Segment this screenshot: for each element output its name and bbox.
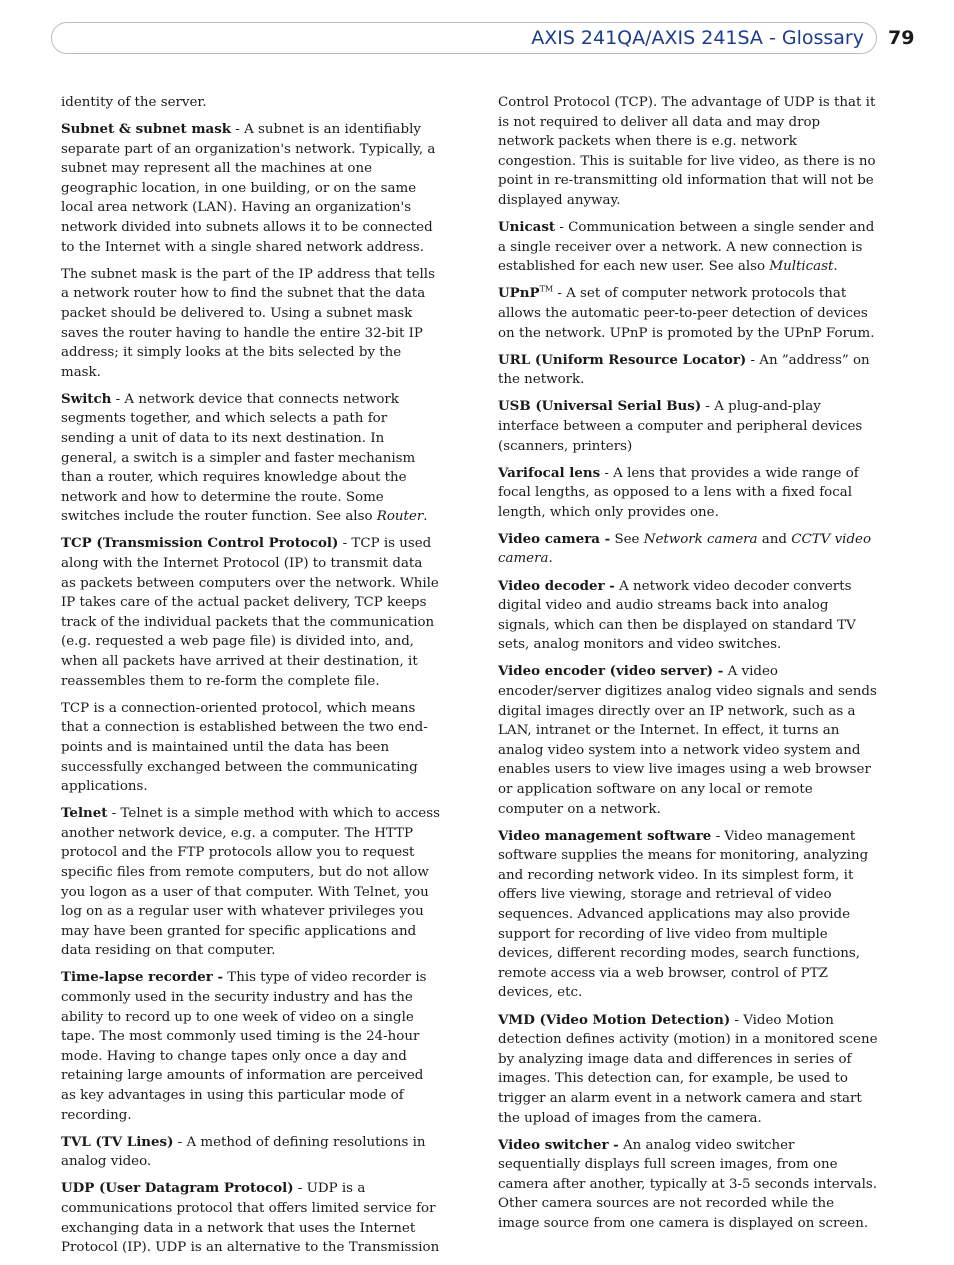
term: Video encoder (video server) - — [498, 663, 724, 680]
term: UPnP — [498, 285, 540, 302]
paragraph: TCP is a connection-oriented protocol, which means that a connection is established between the two end-points and is maintained until the data has been successfully exchanged between the communicating applications. — [61, 700, 428, 795]
glossary-entry-video-camera: Video camera - See Network camera and CCTV video camera. — [498, 530, 872, 567]
glossary-entry-video-encoder: Video encoder (video server) - A video encoder/server digitizes analog video signals and sends digital images directly over an IP network, such as a LAN, intranet or the Internet. In effect, it turns an analog video system into a network video system and enables users to view live images using a web browser or application software on any local or remote computer on a network. — [498, 663, 877, 817]
glossary-entry-tvl: TVL (TV Lines) - A method of defining resolutions in analog video. — [61, 1133, 426, 1170]
term: Unicast — [498, 219, 556, 236]
right-column — [498, 93, 878, 1241]
glossary-entry-unicast: Unicast - Communication between a single sender and a single receiver over a network. A new connection is established for each new user. See also Multicast. — [498, 219, 875, 275]
term: Telnet — [61, 805, 108, 822]
term: Video decoder - — [498, 577, 615, 594]
page-number: 79 — [888, 27, 915, 49]
term: VMD (Video Motion Detection) — [498, 1011, 731, 1028]
term: Subnet & subnet mask — [61, 121, 232, 138]
glossary-entry-udp: UDP (User Datagram Protocol) - UDP is a communications protocol that offers limited service for exchanging data in a network that uses the Internet Protocol (IP). UDP is an alternative to the Transmission — [61, 1180, 440, 1256]
left-column — [61, 93, 441, 1265]
glossary-entry-varifocal: Varifocal lens - A lens that provides a wide range of focal lengths, as opposed to a lens with a fixed focal length, which only provides one. — [498, 464, 859, 520]
cross-reference: Router — [376, 509, 424, 525]
glossary-entry-usb: USB (Universal Serial Bus) - A plug-and-play interface between a computer and peripheral devices (scanners, printers) — [498, 398, 863, 454]
term: URL (Uniform Resource Locator) — [498, 351, 747, 368]
trademark-mark: TM — [539, 284, 554, 294]
term: Video camera - — [498, 530, 611, 547]
paragraph: identity of the server. — [61, 95, 207, 110]
glossary-entry-upnp: UPnP™ - A set of computer network protocols that allows the automatic peer-to-peer detection of devices on the network. UPnP is promoted by the UPnP Forum. — [498, 284, 875, 341]
term: Time-lapse recorder - — [61, 969, 224, 986]
term: USB (Universal Serial Bus) — [498, 398, 702, 415]
term: TVL (TV Lines) — [61, 1133, 174, 1150]
page-title: AXIS 241QA/AXIS 241SA - Glossary — [531, 27, 864, 49]
glossary-entry-url: URL (Uniform Resource Locator) - An ”address” on the network. — [498, 351, 870, 388]
term: Switch — [61, 390, 112, 407]
term: Video management software — [498, 827, 712, 844]
glossary-entry-telnet: Telnet - Telnet is a simple method with which to access another network device, e.g. a computer. The HTTP protocol and the FTP protocols allow you to request specific files from remote computers, but do not allow you logon as a user of that computer. With Telnet, you log on as a regular user with whatever privileges you may have been granted for specific applications and data residing on that computer. — [61, 805, 440, 959]
term: Video switcher - — [498, 1136, 619, 1153]
cross-reference: CCTV video camera — [498, 531, 872, 567]
paragraph: Control Protocol (TCP). The advantage of UDP is that it is not required to deliver all data and may drop network packets when there is e.g. network congestion. This is suitable for live video, as there is no point in re-transmitting old information that will not be displayed anyway. — [498, 95, 876, 208]
glossary-entry-time-lapse: Time-lapse recorder - This type of video recorder is commonly used in the security industry and has the ability to record up to one week of video on a single tape. The most commonly used timing is the 24-hour mode. Having to change tapes only once a day and retaining large amounts of information are perceived as key advantages in using this particular mode of recording. — [61, 969, 427, 1123]
glossary-entry-vmd: VMD (Video Motion Detection) - Video Motion detection defines activity (motion) in a monitored scene by analyzing image data and differences in series of images. This detection can, for example, be used to trigger an alarm event in a network camera and start the upload of images from the camera. — [498, 1011, 878, 1126]
glossary-entry-tcp: TCP (Transmission Control Protocol) - TCP is used along with the Internet Protocol (IP) to transmit data as packets between computers over the network. While IP takes care of the actual packet delivery, TCP keeps track of the individual packets that the communication (e.g. requested a web page file) is divided into, and, when all packets have arrived at their destination, it reassembles them to re-form the complete file. — [61, 535, 439, 689]
term: Varifocal lens — [498, 464, 601, 481]
glossary-entry-video-switcher: Video switcher - An analog video switcher sequentially displays full screen images, from one camera after another, typically at 3-5 seconds intervals. Other camera sources are not recorded while the image source from one camera is displayed on screen. — [498, 1136, 878, 1231]
paragraph: The subnet mask is the part of the IP address that tells a network router how to find the subnet that the data packet should be delivered to. Using a subnet mask saves the router having to handle the entire 32-bit IP address; it simply looks at the bits selected by the mask. — [61, 266, 435, 380]
glossary-entry-vms: Video management software - Video management software supplies the means for monitoring, analyzing and recording network video. In its simplest form, it offers live viewing, storage and retrieval of video sequences. Advanced applications may also provide support for recording of live video from multiple devices, different recording modes, search functions, remote access via a web browser, control of PTZ devices, etc. — [498, 827, 869, 1001]
cross-reference: Network camera — [643, 531, 758, 547]
cross-reference: Multicast — [769, 259, 834, 275]
glossary-entry-switch: Switch - A network device that connects network segments together, and which selects a path for sending a unit of data to its next destination. In general, a switch is a simpler and faster mechanism than a router, which requires knowledge about the network and how to determine the route. Some switches include the router function. See also Router. — [61, 390, 428, 525]
glossary-entry-video-decoder: Video decoder - A network video decoder converts digital video and audio streams back into analog signals, which can then be displayed on standard TV sets, analog monitors and video switches. — [498, 577, 856, 653]
term: TCP (Transmission Control Protocol) — [61, 535, 339, 552]
term: UDP (User Datagram Protocol) — [61, 1180, 294, 1197]
glossary-entry-subnet: Subnet & subnet mask - A subnet is an identifiably separate part of an organization's network. Typically, a subnet may represent all the machines at one geographic location, in one building, or on the same local area network (LAN). Having an organization's network divided into subnets allows it to be connected to the Internet with a single shared network address. — [61, 121, 436, 255]
